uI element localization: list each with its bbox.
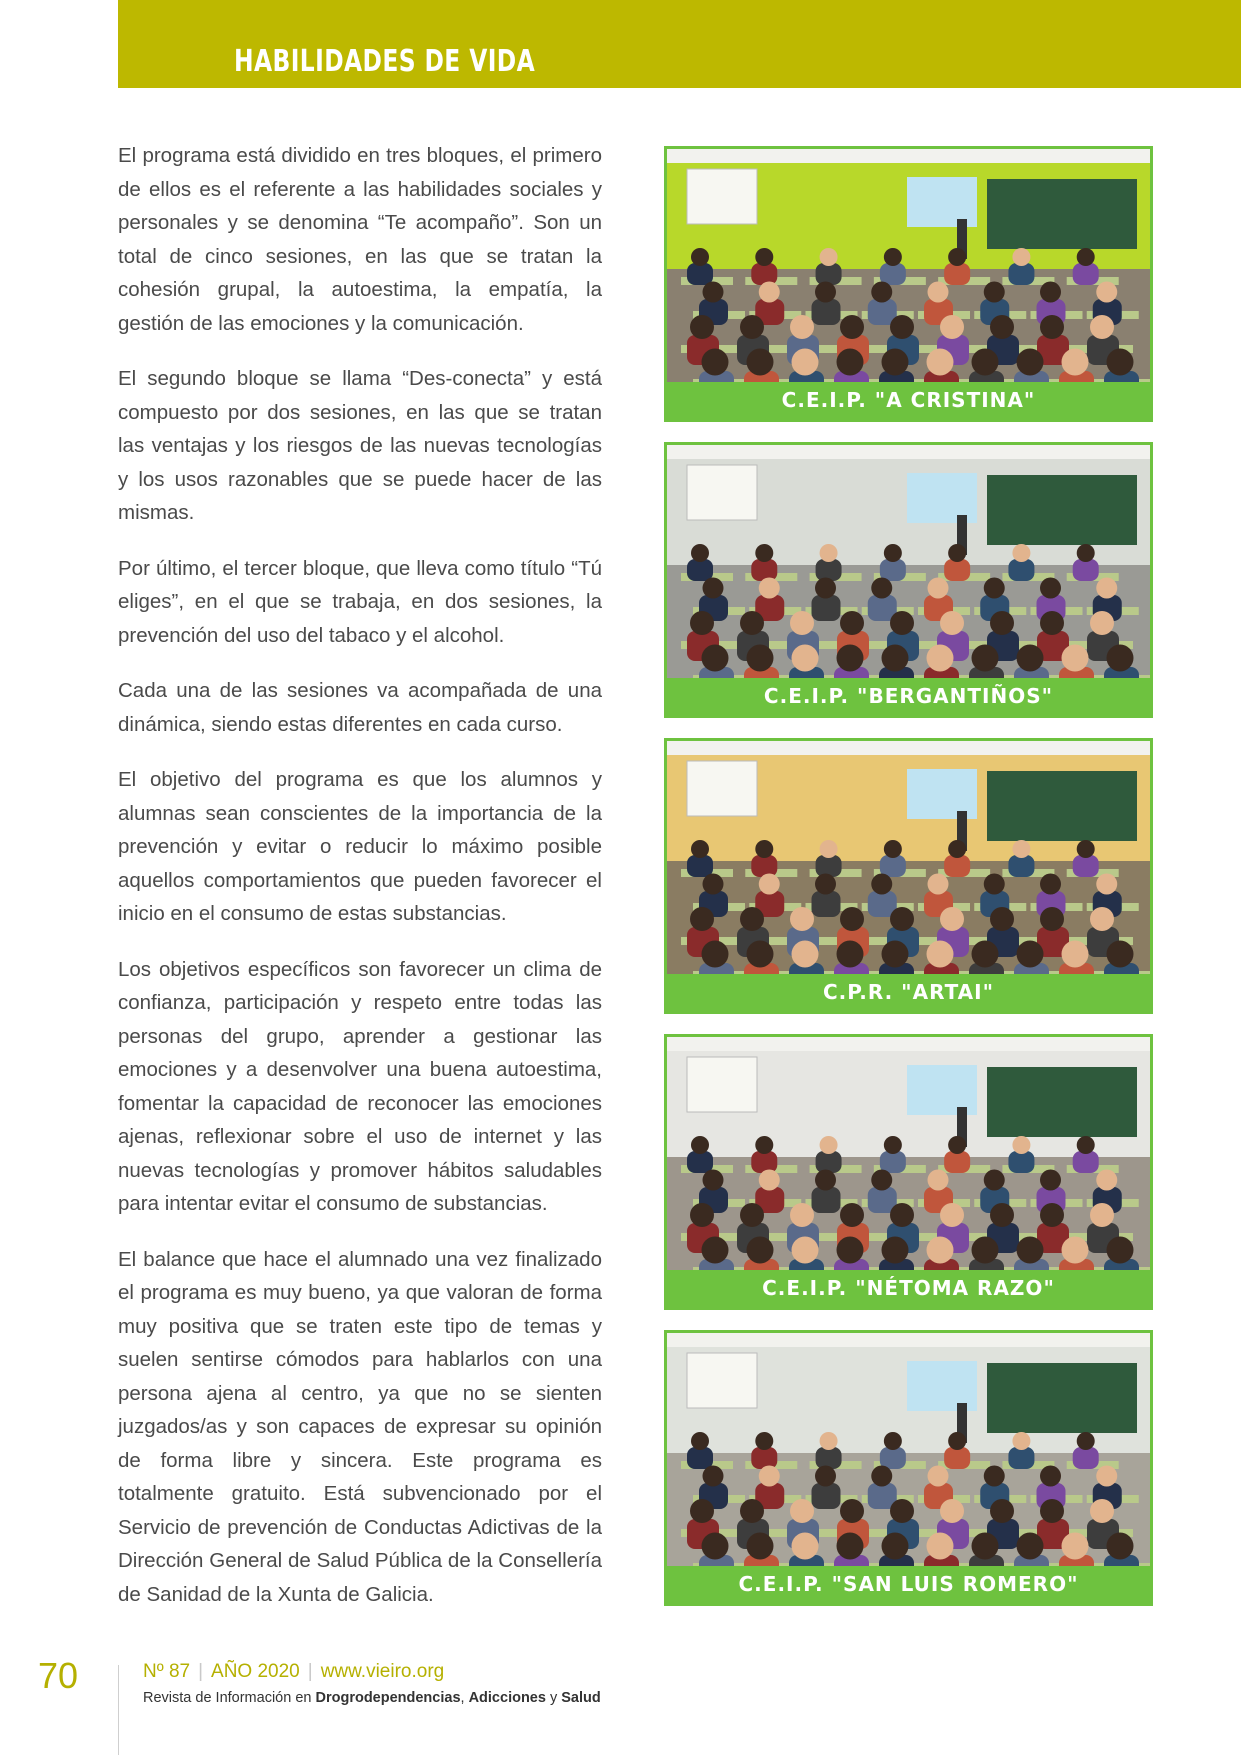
classroom-photo	[667, 741, 1150, 977]
tagline-bold: Drogrodependencias	[315, 1690, 461, 1706]
page-number: 70	[38, 1655, 79, 1696]
classroom-photo	[667, 1037, 1150, 1273]
photo-caption: C.P.R. "ARTAI"	[667, 974, 1150, 1011]
tagline-bold: Adicciones	[468, 1690, 546, 1706]
article-paragraph: El segundo bloque se llama “Des-conecta” y está compuesto por dos sesiones, en las que se tratan las ventajas y los riesgos de las nuevas tecnologías y los usos razonables que se puede hacer de las mismas.	[118, 367, 602, 524]
photo-card	[664, 1034, 1153, 1310]
tagline-bold: Salud	[561, 1690, 601, 1706]
article-paragraph: El objetivo del programa es que los alumnos y alumnas sean conscientes de la importancia de la prevención y evitar o reducir lo máximo posible aquellos comportamientos que pueden favorecer el inicio en el consumo de estas substancias.	[118, 768, 602, 925]
footer-separator: |	[198, 1661, 204, 1682]
photo-caption: C.E.I.P. "A CRISTINA"	[667, 382, 1150, 419]
photo-caption: C.E.I.P. "BERGANTIÑOS"	[667, 678, 1150, 715]
footer-divider	[118, 1665, 119, 1755]
article-paragraph: Los objetivos específicos son favorecer un clima de confianza, participación y respeto entre todas las personas del grupo, aprender a gestionar las emociones y a desenvolver una buena autoestima, fomentar la capacidad de reconocer las emociones ajenas, reflexionar sobre el uso de internet y las nuevas tecnologías y promover hábitos saludables para intentar evitar el consumo de substancias.	[118, 957, 602, 1215]
classroom-photo	[667, 445, 1150, 681]
article-paragraph: El balance que hace el alumnado una vez finalizado el programa es muy bueno, ya que valoran de forma muy positiva que se traten este tipo de temas y suelen sentirse cómodos para hablarlos con una persona ajena al centro, ya que no se sienten juzgados/as y son capaces de expresar su opinión de forma libre y sincera. Este programa es totalmente gratuito. Está subvencionado por el Servicio de prevención de Conductas Adictivas de la Dirección General de Salud Pública de la Consellería de Sanidad de la Xunta de Galicia.	[118, 1247, 602, 1606]
tagline-text: ,	[460, 1690, 469, 1706]
photo-caption: C.E.I.P. "SAN LUIS ROMERO"	[667, 1566, 1150, 1603]
photo-card	[664, 1330, 1153, 1606]
website-link[interactable]: www.vieiro.org	[320, 1661, 445, 1682]
section-title: HABILIDADES DE VIDA	[234, 44, 536, 79]
classroom-photo	[667, 1333, 1150, 1569]
footer-tagline	[143, 1690, 601, 1706]
tagline-text: y	[545, 1690, 562, 1706]
article-paragraph: El programa está dividido en tres bloques, el primero de ellos es el referente a las habilidades sociales y personales y se denomina “Te acompaño”. Son un total de cinco sesiones, en las que se tratan la cohesión grupal, la autoestima, la empatía, la gestión de las emociones y la comunicación.	[118, 144, 602, 335]
tagline-text: Revista de Información en	[143, 1690, 316, 1706]
footer-separator: |	[307, 1661, 313, 1682]
article-body	[118, 139, 602, 1633]
photo-card	[664, 738, 1153, 1014]
issue-number: Nº 87	[143, 1661, 191, 1682]
photo-caption: C.E.I.P. "NÉTOMA RAZO"	[667, 1270, 1150, 1307]
classroom-photo	[667, 149, 1150, 385]
issue-year: AÑO 2020	[211, 1661, 300, 1682]
photo-card	[664, 442, 1153, 718]
photo-card	[664, 146, 1153, 422]
article-paragraph: Por último, el tercer bloque, que lleva como título “Tú eliges”, en el que se trabaja, en dos sesiones, la prevención del uso del tabaco y el alcohol.	[118, 556, 602, 647]
article-paragraph: Cada una de las sesiones va acompañada de una dinámica, siendo estas diferentes en cada curso.	[118, 679, 602, 736]
footer-issue-line	[143, 1661, 444, 1683]
